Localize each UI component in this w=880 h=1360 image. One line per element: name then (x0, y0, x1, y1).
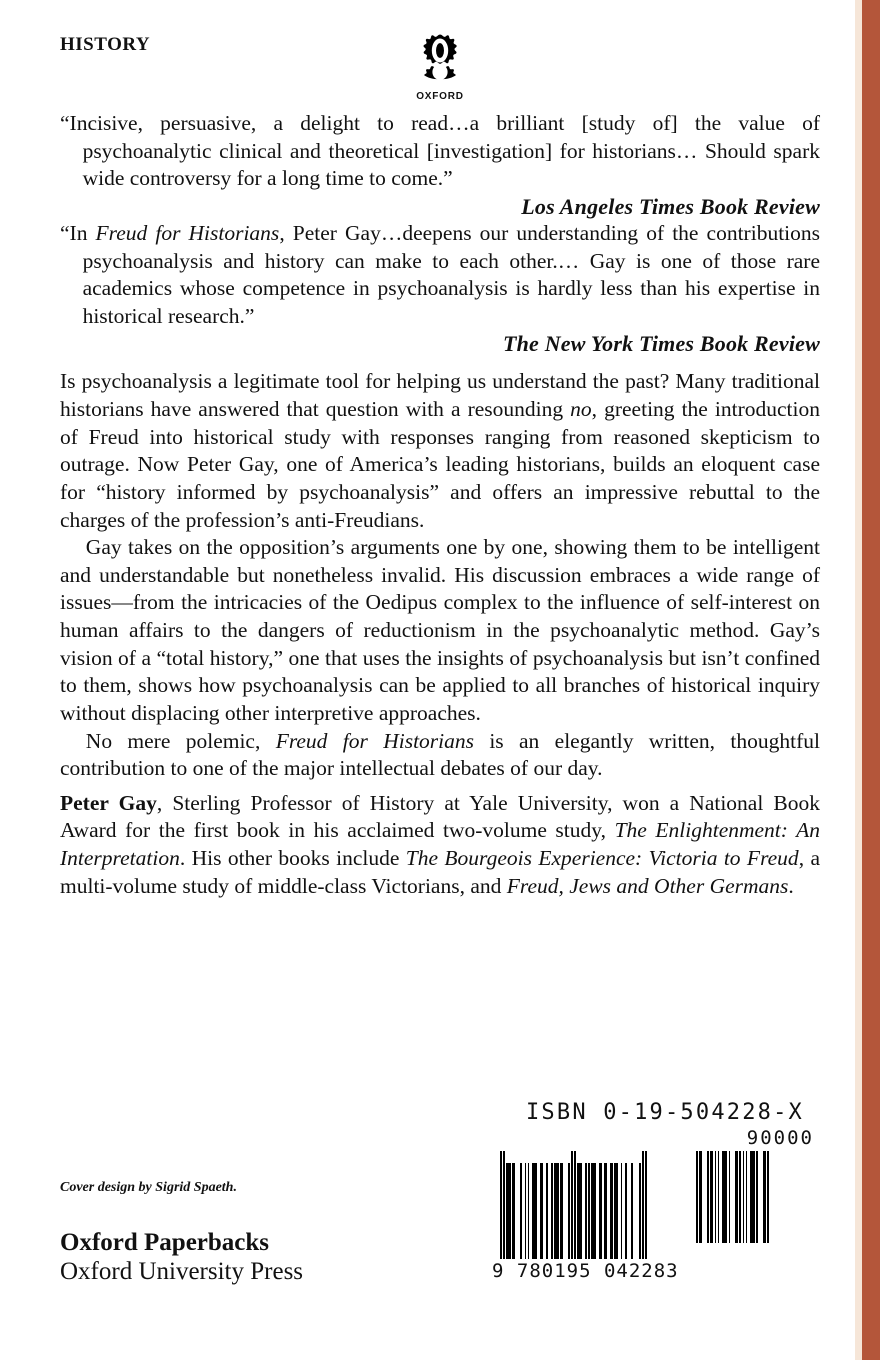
ean13-barcode (500, 1151, 679, 1259)
imprint-name: Oxford Paperbacks (60, 1229, 270, 1256)
ean5-addon-barcode (695, 1151, 769, 1243)
barcode-addon-number: 90000 (746, 1127, 814, 1149)
oxford-sunburst-icon (413, 32, 467, 90)
review-quote-2: “In Freud for Historians, Peter Gay…deepens our understanding of the contributions psychoanalysis and history can make to each other.… Gay is one of those rare academics whose competence in psychoanalysis is hardly less than his expertise in historical research.” (60, 220, 821, 328)
cover-content (60, 0, 820, 1360)
description-paragraph-3: No mere polemic, Freud for Historians is an elegantly written, thoughtful contribution to one of the major intellectual debates of our day. (60, 728, 820, 781)
spine-highlight (855, 0, 862, 1360)
cover-footer (60, 1180, 480, 1286)
spine-accent-stripe (862, 0, 880, 1360)
barcode-block (492, 1100, 820, 1282)
ean13-digits: 9 780195 042283 (492, 1260, 679, 1282)
description-paragraph-1: Is psychoanalysis a legitimate tool for helping us understand the past? Many traditional historians have answered that question with a resounding no, greeting the introduction of Freud into historical study with responses ranging from reasoned skepticism to outrage. Now Peter Gay, one of America’s leading historians, builds an eloquent case for “history informed by psychoanalysis” and offers an impressive rebuttal to the charges of the profession’s anti-Freudians. (60, 369, 820, 532)
review-source-1: Los Angeles Times Book Review (521, 193, 820, 219)
spacer (60, 783, 820, 790)
oxford-wordmark: OXFORD (416, 91, 464, 102)
publisher-logo (380, 32, 500, 102)
cover-header (60, 0, 820, 110)
barcode-row (492, 1151, 820, 1282)
author-bio: Peter Gay, Sterling Professor of History at Yale University, won a National Book Award for the first book in his acclaimed two-volume study, The Enlightenment: An Interpretation. His other books include The Bourgeois Experience: Victoria to Freud, a multi-volume study of middle-class Victorians, and Freud, Jews and Other Germans. (60, 790, 821, 898)
isbn-text: ISBN 0-19-504228-X (525, 1100, 804, 1125)
publisher-name: Oxford University Press (60, 1258, 304, 1285)
cover-design-credit: Cover design by Sigrid Spaeth. (60, 1180, 237, 1195)
spacer (60, 357, 820, 368)
review-source-2: The New York Times Book Review (502, 331, 820, 357)
description-paragraph-2: Gay takes on the opposition’s arguments one by one, showing them to be intelligent and understandable but nonetheless invalid. His discussion embraces a wide range of issues—from the intricacies of the Oedipus complex to the influence of self-interest on human affairs to the dangers of reductionism in the psychoanalytic method. Gay’s vision of a “total history,” one that uses the insights of psychoanalysis but isn’t confined to them, shows how psychoanalysis can be applied to all branches of historical inquiry without displacing other interpretive approaches. (60, 535, 820, 725)
review-quote-1: “Incisive, persuasive, a delight to read…a brilliant [study of] the value of psychoanalytic clinical and theoretical [investigation] for historians… Should spark wide controversy for a long time to come.” (60, 111, 820, 191)
category-label: HISTORY (60, 34, 151, 55)
